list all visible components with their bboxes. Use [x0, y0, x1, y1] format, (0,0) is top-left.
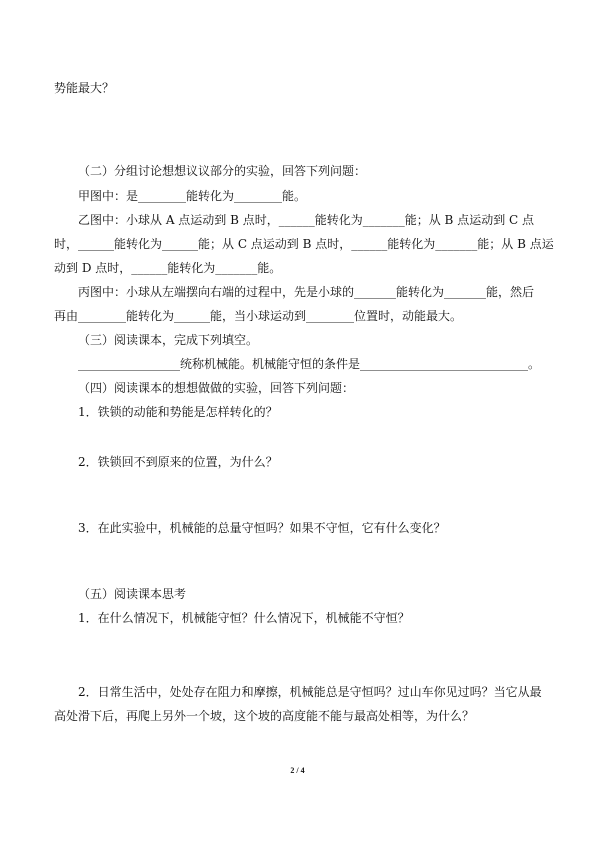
question-item: 3．在此实验中，机械能的总量守恒吗？如果不守恒，它有什么变化？ [78, 521, 446, 535]
text-line: 动到 D 点时，______能转化为_______能。 [54, 261, 282, 275]
text-line: 乙图中：小球从 A 点运动到 B 点时，______能转化为_______能；从 B 点运动到 C 点 [78, 213, 535, 227]
text-line: 丙图中：小球从左端摆向右端的过程中，先是小球的_______能转化为_______能，然后 [78, 285, 535, 299]
section-heading-3: （三）阅读课本，完成下列填空。 [78, 333, 259, 347]
page-number: 2 / 4 [290, 766, 305, 775]
question-item: 2．铁锁回不到原来的位置，为什么？ [78, 455, 278, 469]
section-heading-4: （四）阅读课本的想想做做的实验，回答下列问题： [78, 381, 355, 395]
section-heading-5: （五）阅读课本思考 [78, 587, 187, 601]
section-heading-2: （二）分组讨论想想议议部分的实验，回答下列问题： [78, 164, 367, 178]
text-line: 时，______能转化为______能；从 C 点运动到 B 点时，______能转化为_______能；从 B 点运 [54, 237, 554, 251]
text-line: 势能最大？ [54, 81, 115, 95]
text-line: 再由________能转化为______能，当小球运动到________位置时，动能最大。 [54, 309, 463, 323]
question-item: 2．日常生活中，处处存在阻力和摩擦，机械能总是守恒吗？过山车你见过吗？当它从最 [78, 685, 542, 699]
question-item: 1．铁锁的动能和势能是怎样转化的？ [78, 405, 278, 419]
text-line: 高处滑下后，再爬上另外一个坡，这个坡的高度能不能与最高处相等，为什么？ [54, 709, 475, 723]
text-line: _________________统称机械能。机械能守恒的条件是____________________________。 [78, 357, 541, 371]
question-item: 1．在什么情况下，机械能守恒？什么情况下，机械能不守恒？ [78, 611, 410, 625]
text-line: 甲图中：是________能转化为________能。 [78, 189, 307, 203]
